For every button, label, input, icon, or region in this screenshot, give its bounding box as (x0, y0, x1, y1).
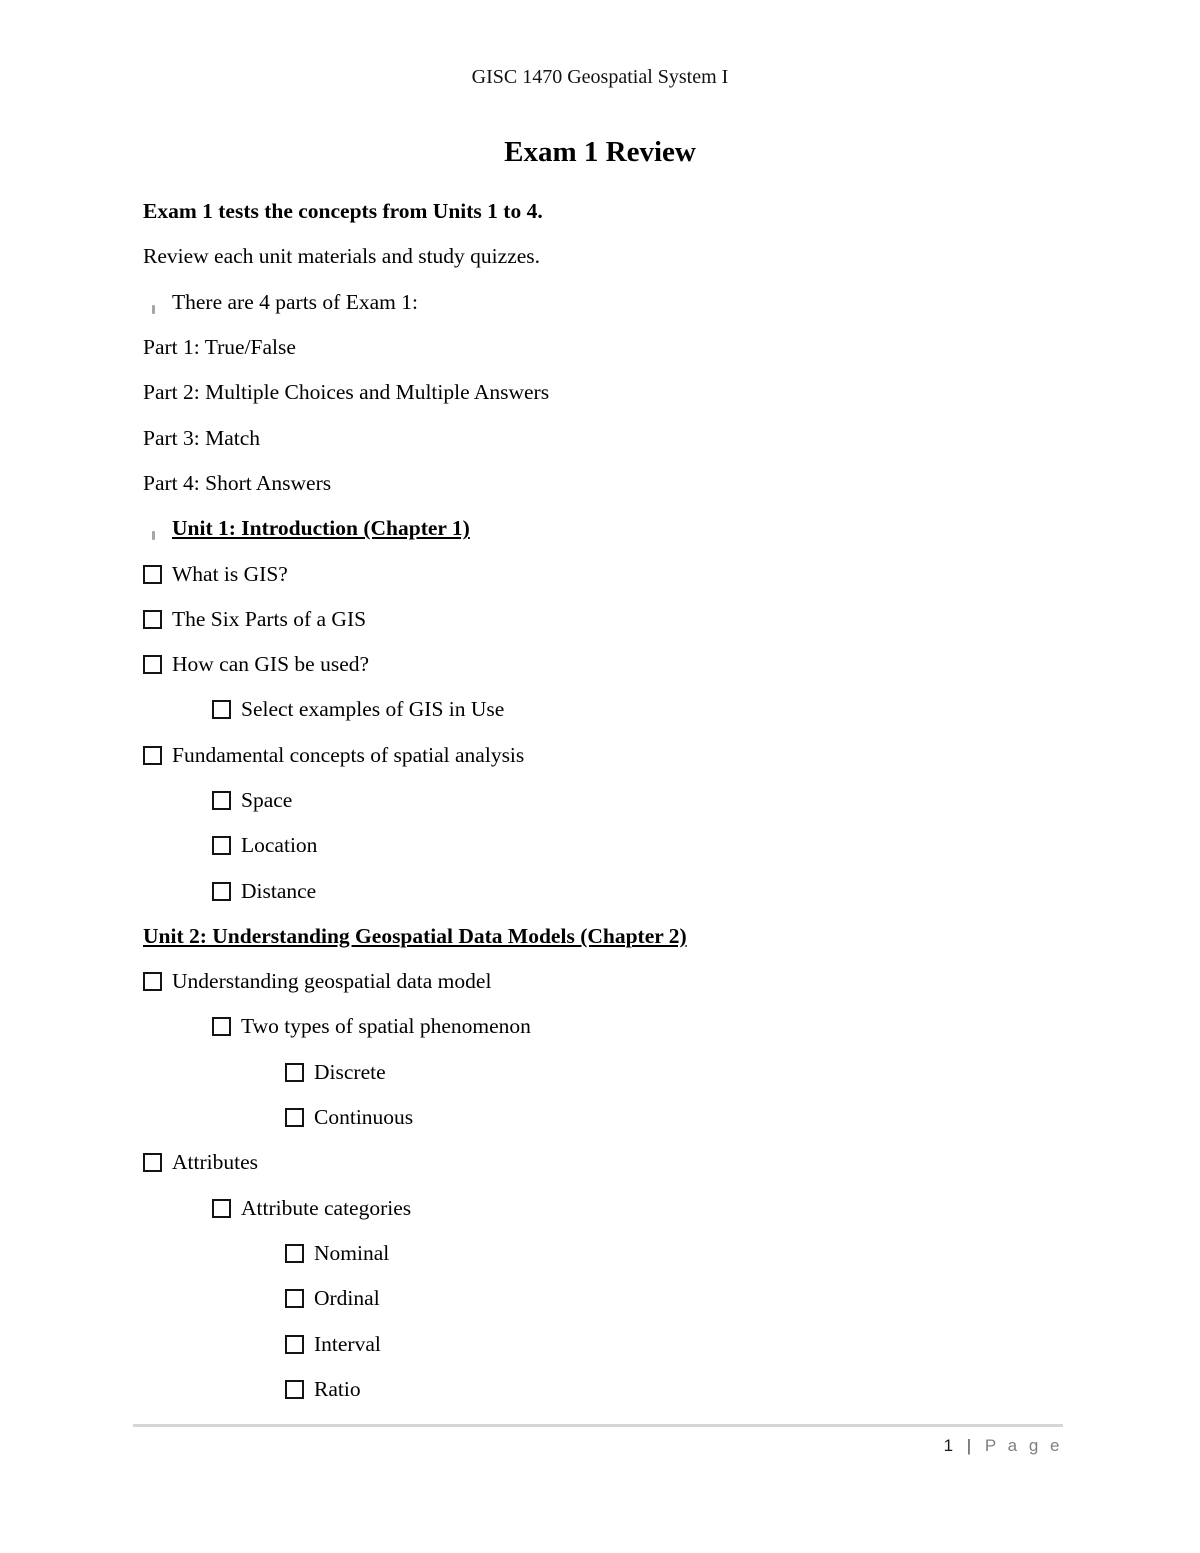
item-text: Attribute categories (241, 1195, 412, 1220)
line-text: Part 1: True/False (143, 335, 296, 360)
checkbox-icon (212, 1017, 231, 1036)
checkbox-icon (143, 655, 162, 674)
item-text: Fundamental concepts of spatial analysis (172, 742, 525, 767)
checkbox-icon (285, 1063, 304, 1082)
item-space (143, 778, 1065, 823)
item-distance (143, 868, 1065, 913)
item-text: Understanding geospatial data model (172, 969, 492, 994)
document-body (143, 189, 1065, 1412)
item-text: Ratio (314, 1376, 361, 1401)
checkbox-icon (212, 791, 231, 810)
checkbox-icon (143, 610, 162, 629)
item-discrete (143, 1050, 1065, 1095)
checkbox-icon (143, 1153, 162, 1172)
item-what-is-gis (143, 551, 1065, 596)
item-text: How can GIS be used? (172, 652, 370, 677)
checkbox-icon (212, 1199, 231, 1218)
document-header: GISC 1470 Geospatial System I (471, 66, 729, 88)
line-text: There are 4 parts of Exam 1: (172, 289, 418, 314)
checkbox-icon (285, 1244, 304, 1263)
item-text: Select examples of GIS in Use (241, 697, 505, 722)
part-4-line (143, 461, 1065, 506)
intro-bold-line (143, 189, 1065, 234)
unit-1-heading (143, 506, 1065, 551)
item-location (143, 823, 1065, 868)
line-text: Part 4: Short Answers (143, 470, 332, 495)
line-text: Part 2: Multiple Choices and Multiple Answers (143, 380, 550, 405)
footer-separator: | (966, 1436, 975, 1455)
item-fundamental-concepts (143, 733, 1065, 778)
item-text: Two types of spatial phenomenon (241, 1014, 531, 1039)
item-attribute-categories (143, 1186, 1065, 1231)
checkbox-icon (143, 746, 162, 765)
checkbox-icon (285, 1335, 304, 1354)
item-continuous (143, 1095, 1065, 1140)
item-text: What is GIS? (172, 561, 288, 586)
item-two-types (143, 1004, 1065, 1049)
item-text: Ordinal (314, 1286, 380, 1311)
part-2-line (143, 370, 1065, 415)
page-number: 1 (943, 1436, 957, 1455)
item-how-gis-used (143, 642, 1065, 687)
item-select-examples (143, 687, 1065, 732)
checkbox-icon (143, 972, 162, 991)
item-attributes (143, 1140, 1065, 1185)
line-text: Part 3: Match (143, 425, 261, 450)
checkbox-icon (285, 1380, 304, 1399)
checkbox-icon (143, 565, 162, 584)
checkbox-icon (285, 1108, 304, 1127)
heading-text: Unit 1: Introduction (Chapter 1) (172, 516, 470, 541)
unit-2-heading (143, 914, 1065, 959)
item-understanding-model (143, 959, 1065, 1004)
heading-text: Unit 2: Understanding Geospatial Data Models (Chapter 2) (143, 923, 687, 948)
footer-divider (133, 1424, 1063, 1427)
item-text: Nominal (314, 1240, 390, 1265)
line-text: Exam 1 tests the concepts from Units 1 to 4. (143, 199, 543, 224)
parts-intro-line (143, 280, 1065, 325)
tick-bullet-icon (152, 531, 155, 540)
item-text: Attributes (172, 1150, 258, 1175)
item-six-parts (143, 597, 1065, 642)
item-text: The Six Parts of a GIS (172, 606, 367, 631)
checkbox-icon (212, 882, 231, 901)
page-number-footer (944, 1436, 1063, 1456)
footer-label: P a g e (984, 1436, 1063, 1455)
line-text: Review each unit materials and study quizzes. (143, 244, 541, 269)
checkbox-icon (212, 836, 231, 855)
item-text: Space (241, 788, 293, 812)
page-title: Exam 1 Review (504, 136, 696, 168)
item-text: Continuous (314, 1105, 414, 1130)
item-interval (143, 1321, 1065, 1366)
item-ratio (143, 1367, 1065, 1412)
item-text: Interval (314, 1331, 381, 1356)
item-text: Discrete (314, 1059, 386, 1084)
tick-bullet-icon (152, 305, 155, 314)
review-line (143, 234, 1065, 279)
item-text: Distance (241, 878, 317, 903)
part-3-line (143, 415, 1065, 460)
item-text: Location (241, 833, 318, 858)
checkbox-icon (212, 700, 231, 719)
part-1-line (143, 325, 1065, 370)
item-nominal (143, 1231, 1065, 1276)
checkbox-icon (285, 1289, 304, 1308)
item-ordinal (143, 1276, 1065, 1321)
